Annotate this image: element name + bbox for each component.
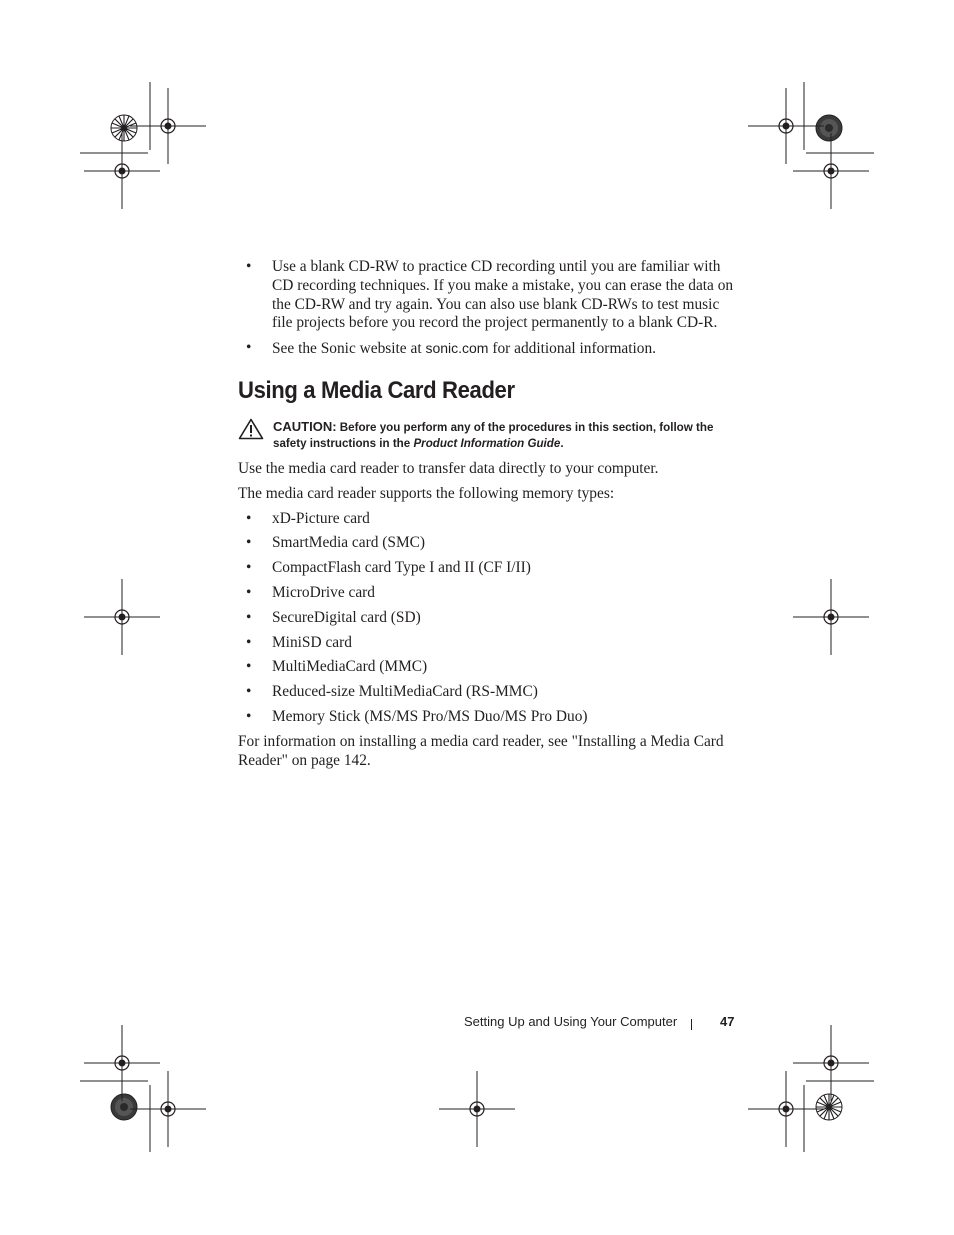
list-item xyxy=(238,658,738,677)
bullet-glyph: • xyxy=(246,583,252,601)
memory-type-label: CompactFlash card Type I and II (CF I/II) xyxy=(272,559,531,577)
bullet-glyph: • xyxy=(246,633,252,651)
section-heading: Using a Media Card Reader xyxy=(238,376,515,404)
memory-types-list xyxy=(238,510,738,727)
memory-type-label: Memory Stick (MS/MS Pro/MS Duo/MS Pro Duo) xyxy=(272,707,588,725)
bullet-glyph: • xyxy=(246,258,252,275)
bullet-glyph: • xyxy=(246,608,252,626)
list-item xyxy=(238,683,738,702)
page-number: 47 xyxy=(720,1014,735,1029)
memory-type-label: xD-Picture card xyxy=(272,509,370,527)
sonic-website-link[interactable]: sonic.com xyxy=(425,340,489,357)
tips-list xyxy=(238,258,738,359)
bullet-glyph: • xyxy=(246,339,252,357)
list-item xyxy=(238,559,738,578)
bullet-glyph: • xyxy=(246,683,252,701)
bullet-glyph: • xyxy=(246,707,252,725)
caution-label: CAUTION: xyxy=(273,418,337,434)
list-item xyxy=(238,609,738,628)
memory-type-label: Reduced-size MultiMediaCard (RS-MMC) xyxy=(272,683,538,701)
list-item xyxy=(238,584,738,603)
bullet-glyph: • xyxy=(246,509,252,527)
bullet-glyph: • xyxy=(246,658,252,676)
bullet-glyph: • xyxy=(246,559,252,577)
memory-type-label: MiniSD card xyxy=(272,633,352,651)
list-item xyxy=(238,339,738,359)
list-item-text: Use a blank CD-RW to practice CD recording until you are familiar with CD recording techniques. If you make a mistake, you can erase the data on the CD-RW and try again. You can also use blank CD-RWs to test music file projects before you record the project permanently to a blank CD-R. xyxy=(272,258,734,332)
memory-type-label: MultiMediaCard (MMC) xyxy=(272,658,428,676)
intro-paragraph: Use the media card reader to transfer data directly to your computer. xyxy=(238,459,659,477)
memory-type-label: SmartMedia card (SMC) xyxy=(272,534,426,552)
list-item xyxy=(238,510,738,529)
guide-title: Product Information Guide xyxy=(413,437,561,451)
footer-divider xyxy=(691,1019,692,1030)
list-item xyxy=(238,634,738,653)
memory-type-label: MicroDrive card xyxy=(272,583,375,601)
footer-chapter-title: Setting Up and Using Your Computer xyxy=(464,1014,678,1029)
caution-notice xyxy=(238,419,738,453)
caution-text: Before you perform any of the procedures in this section, follow the safety instructions in the xyxy=(273,420,714,451)
warning-triangle-icon xyxy=(238,418,264,440)
memory-type-label: SecureDigital card (SD) xyxy=(272,608,421,626)
bullet-glyph: • xyxy=(246,534,252,552)
closing-paragraph: For information on installing a media card reader, see "Installing a Media Card Reader" on page 142. xyxy=(238,732,724,769)
list-item xyxy=(238,258,738,333)
list-item-text-before: See the Sonic website at xyxy=(272,340,426,358)
list-item xyxy=(238,534,738,553)
list-item-text-after: for additional information. xyxy=(488,340,657,358)
list-item xyxy=(238,708,738,727)
caution-text-end: . xyxy=(560,437,564,451)
page-content xyxy=(238,258,738,776)
memory-types-intro: The media card reader supports the following memory types: xyxy=(238,484,615,502)
